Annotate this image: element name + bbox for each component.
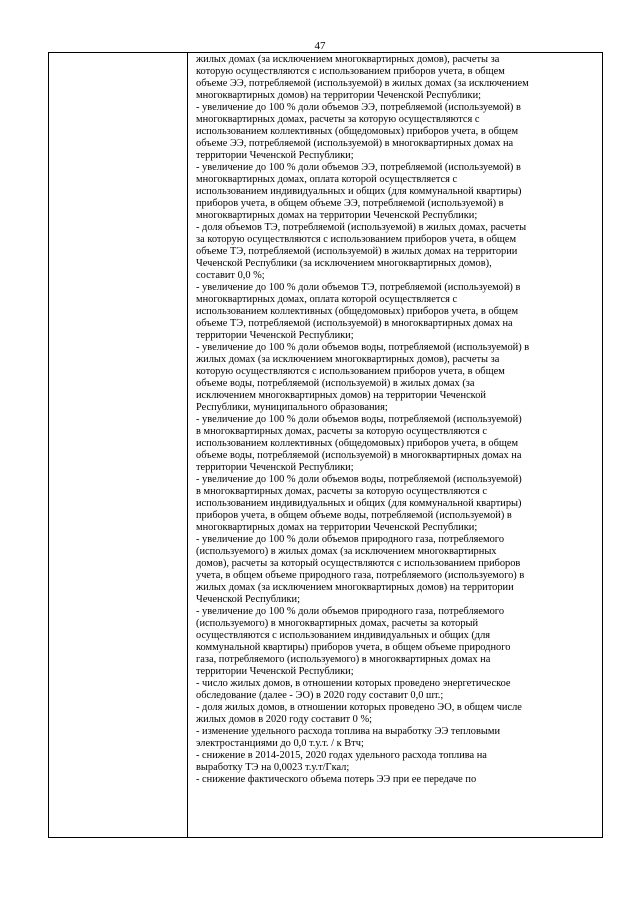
text-line: - увеличение до 100 % доли объемов ЭЭ, потребляемой (используемой) в xyxy=(196,102,521,113)
text-line: - доля объемов ТЭ, потребляемой (используемой) в жилых домах, расчеты xyxy=(196,222,527,233)
text-line: использованием индивидуальных и общих (для коммунальной квартиры) xyxy=(196,498,522,509)
text-line: жилых домах (за исключением многоквартирных домов), расчеты за xyxy=(196,54,500,65)
text-line: приборов учета, в общем объеме ЭЭ, потребляемой (используемой) в xyxy=(196,198,504,209)
text-line: объеме ТЭ, потребляемой (используемой) в многоквартирных домах на xyxy=(196,318,513,329)
text-line: объеме ЭЭ, потребляемой (используемой) в жилых домах (за исключением xyxy=(196,78,529,89)
text-line: - снижение фактического объема потерь ЭЭ при ее передаче по xyxy=(196,774,477,785)
text-line: жилых домах (за исключением многоквартирных домов) на территории xyxy=(196,582,514,593)
page-number: 47 xyxy=(314,40,326,52)
text-line: которую осуществляются с использованием приборов учета, в общем xyxy=(196,366,505,377)
text-line: территории Чеченской Республики; xyxy=(196,666,354,677)
text-line: многоквартирных домах на территории Чеченской Республики; xyxy=(196,522,478,533)
text-line: многоквартирных домах на территории Чеченской Республики; xyxy=(196,210,478,221)
text-line: использованием коллективных (общедомовых) приборов учета, в общем xyxy=(196,438,519,449)
text-line: объеме ЭЭ, потребляемой (используемой) в многоквартирных домах на xyxy=(196,138,514,149)
text-line: домов), расчеты за который осуществляются с использованием приборов xyxy=(196,558,521,569)
text-line: Чеченской Республики; xyxy=(196,594,301,605)
text-line: - увеличение до 100 % доли объемов ТЭ, потребляемой (используемой) в xyxy=(196,282,521,293)
text-line: - увеличение до 100 % доли объемов воды, потребляемой (используемой) в xyxy=(196,342,530,353)
text-line: территории Чеченской Республики; xyxy=(196,330,354,341)
text-line: жилых домов в 2020 году составит 0 %; xyxy=(196,714,373,725)
text-line: многоквартирных домах, расчеты за которую осуществляются с xyxy=(196,114,480,125)
text-line: использованием коллективных (общедомовых) приборов учета, в общем xyxy=(196,306,519,317)
text-line: Чеченской Республики (за исключением многоквартирных домов), xyxy=(196,258,492,269)
text-line: использованием коллективных (общедомовых) приборов учета, в общем xyxy=(196,126,519,137)
text-line: - увеличение до 100 % доли объемов воды, потребляемой (используемой) xyxy=(196,474,522,485)
text-line: объеме ТЭ, потребляемой (используемой) в жилых домах на территории xyxy=(196,246,518,257)
text-line: обследование (далее - ЭО) в 2020 году составит 0,0 шт.; xyxy=(196,690,444,701)
content-cell xyxy=(196,54,598,786)
text-line: коммунальной квартиры) приборов учета, в общем объеме природного xyxy=(196,642,511,653)
text-line: - увеличение до 100 % доли объемов воды, потребляемой (используемой) xyxy=(196,414,522,425)
text-line: многоквартирных домах, оплата которой осуществляется с xyxy=(196,294,458,305)
text-line: газа, потребляемого (используемого) в многоквартирных домах на xyxy=(196,654,491,665)
text-line: за которую осуществляются с использованием приборов учета, в общем xyxy=(196,234,517,245)
text-line: Республики, муниципального образования; xyxy=(196,402,388,413)
text-line: (используемого) в жилых домах (за исключением многоквартирных xyxy=(196,546,497,557)
text-line: - снижение в 2014-2015, 2020 годах удельного расхода топлива на xyxy=(196,750,487,761)
text-line: использованием индивидуальных и общих (для коммунальной квартиры) xyxy=(196,186,522,197)
text-line: территории Чеченской Республики; xyxy=(196,150,354,161)
text-line: (используемого) в многоквартирных домах, расчеты за который xyxy=(196,618,479,629)
text-line: исключением многоквартирных домов) на территории Чеченской xyxy=(196,390,486,401)
text-line: - изменение удельного расхода топлива на выработку ЭЭ тепловыми xyxy=(196,726,501,737)
text-line: составит 0,0 %; xyxy=(196,270,265,281)
text-line: - увеличение до 100 % доли объемов природного газа, потребляемого xyxy=(196,534,505,545)
text-line: многоквартирных домов) на территории Чеченской Республики; xyxy=(196,90,482,101)
text-line: объеме воды, потребляемой (используемой) в жилых домах (за xyxy=(196,378,475,389)
text-line: жилых домах (за исключением многоквартирных домов), расчеты за xyxy=(196,354,500,365)
text-line: - число жилых домов, в отношении которых проведено энергетическое xyxy=(196,678,511,689)
text-line: - доля жилых домов, в отношении которых проведено ЭО, в общем числе xyxy=(196,702,522,713)
text-line: территории Чеченской Республики; xyxy=(196,462,354,473)
text-line: которую осуществляются с использованием приборов учета, в общем xyxy=(196,66,505,77)
text-line: в многоквартирных домах, расчеты за которую осуществляются с xyxy=(196,426,487,437)
text-line: электростанциями до 0,0 т.у.т. / к Втч; xyxy=(196,738,364,749)
text-line: многоквартирных домах, оплата которой осуществляется с xyxy=(196,174,458,185)
document-table xyxy=(48,52,603,838)
text-line: осуществляются с использованием индивидуальных и общих (для xyxy=(196,630,491,641)
left-column-cell xyxy=(49,53,188,837)
text-line: выработку ТЭ на 0,0023 т.у.т/Гкал; xyxy=(196,762,350,773)
text-line: - увеличение до 100 % доли объемов природного газа, потребляемого xyxy=(196,606,505,617)
text-line: учета, в общем объеме природного газа, потребляемого (используемого) в xyxy=(196,570,525,581)
text-line: в многоквартирных домах, расчеты за которую осуществляются с xyxy=(196,486,487,497)
text-line: приборов учета, в общем объеме воды, потребляемой (используемой) в xyxy=(196,510,512,521)
text-line: - увеличение до 100 % доли объемов ЭЭ, потребляемой (используемой) в xyxy=(196,162,521,173)
text-line: объеме воды, потребляемой (используемой) в многоквартирных домах на xyxy=(196,450,522,461)
